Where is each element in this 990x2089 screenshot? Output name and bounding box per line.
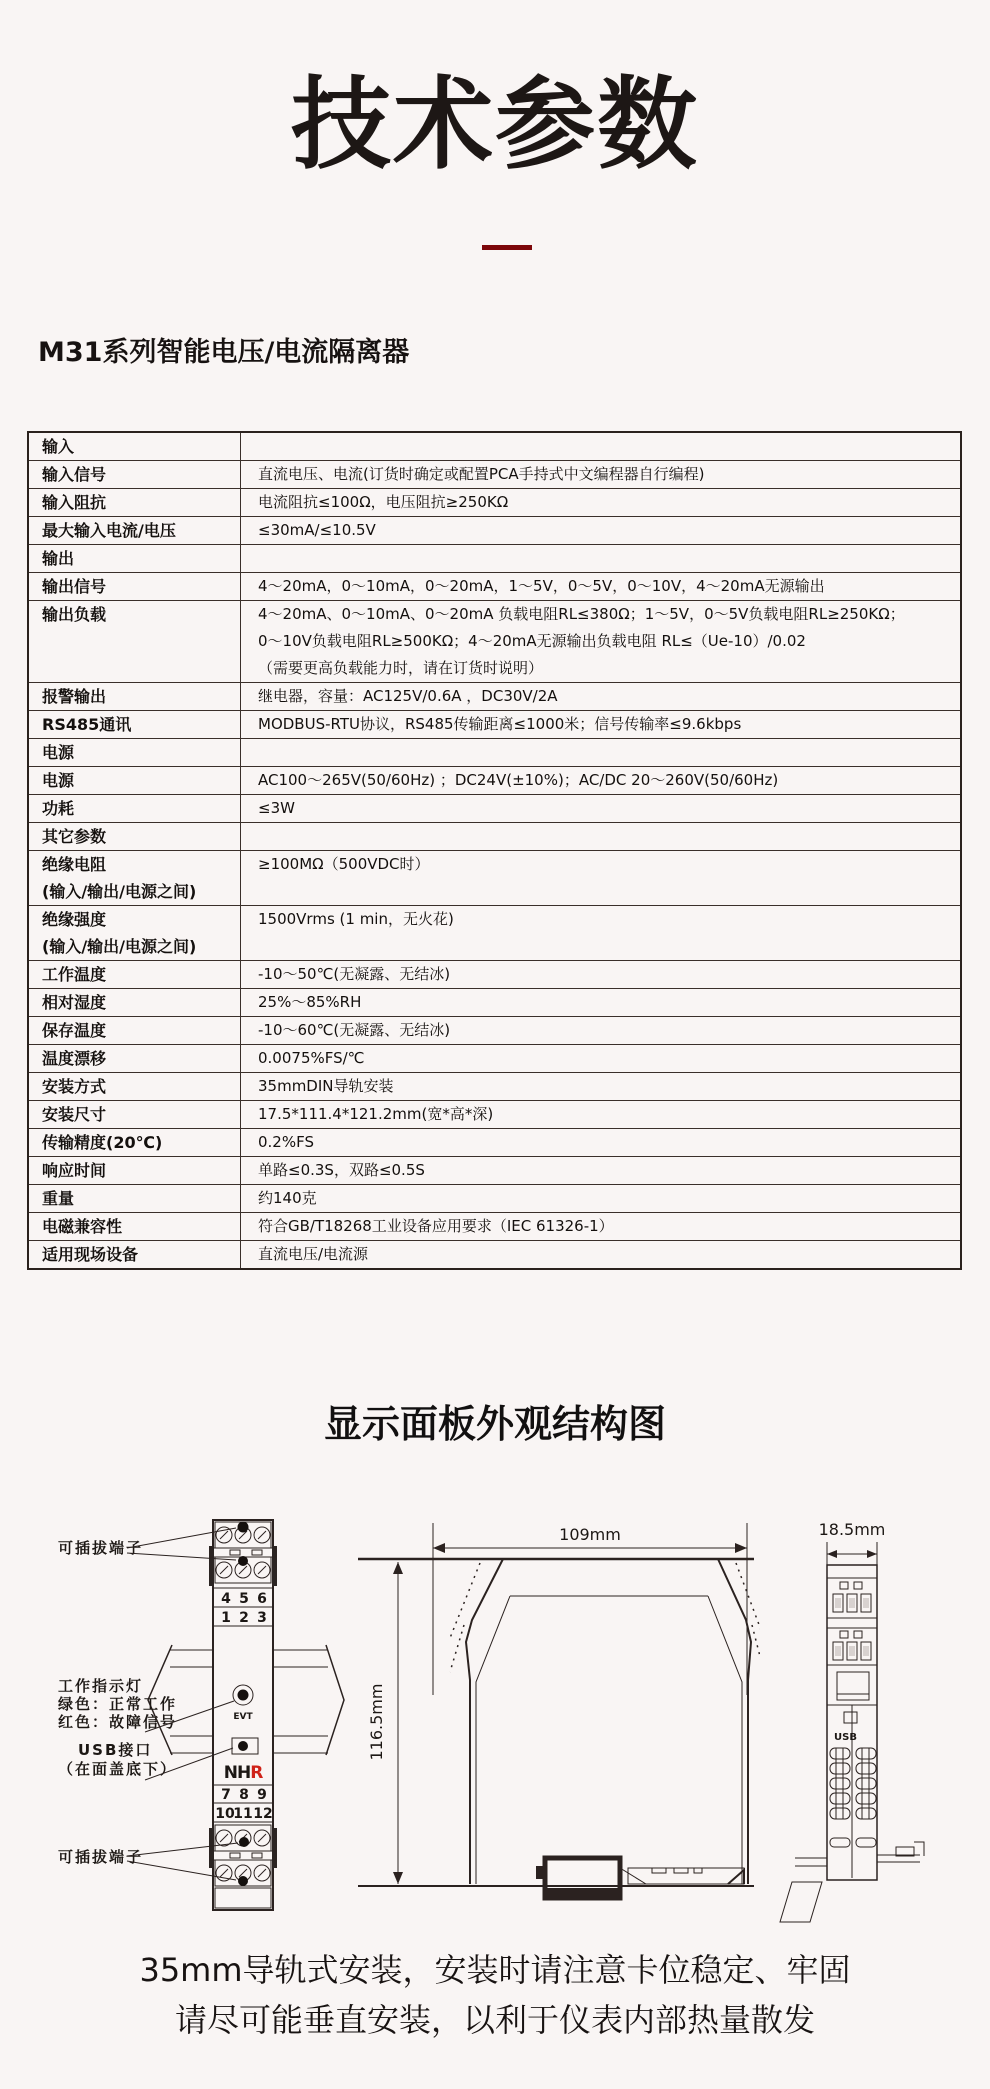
spec-row: [29, 1156, 960, 1184]
spec-label: 电源: [29, 739, 241, 766]
spec-value: 25%～85%RH: [258, 993, 362, 1011]
spec-value: [241, 823, 960, 850]
label-pluggable-terminal-bottom: 可插拔端子: [58, 1848, 144, 1866]
profile-view-diagram: [770, 1490, 990, 1930]
spec-label: 安装方式: [29, 1073, 241, 1100]
svg-text:2: 2: [239, 1610, 249, 1626]
terminal-numbers-top: [213, 1588, 273, 1626]
spec-value: 单路≤0.3S，双路≤0.5S: [258, 1161, 425, 1179]
svg-text:5: 5: [239, 1591, 249, 1607]
mounting-note-line1: 35mm导轨式安装，安装时请注意卡位稳定、牢固: [139, 1951, 851, 1989]
spec-row: [29, 682, 960, 710]
dimension-height: [367, 1562, 403, 1884]
spec-label: 电磁兼容性: [29, 1213, 241, 1240]
spec-row: [29, 822, 960, 850]
spec-label: RS485通讯: [29, 711, 241, 738]
vent-slots: [830, 1748, 876, 1819]
evt-indicator: [233, 1685, 253, 1722]
svg-text:10: 10: [215, 1806, 235, 1822]
side-view-diagram: [330, 1490, 760, 1930]
spec-row: [29, 433, 960, 460]
usb-port-profile: [844, 1712, 857, 1723]
dimension-depth: [819, 1520, 886, 1568]
page-title: 技术参数: [291, 66, 699, 183]
svg-text:116.5mm: 116.5mm: [367, 1683, 386, 1761]
svg-text:4: 4: [221, 1591, 231, 1607]
spec-table: [27, 431, 962, 1270]
spec-label: 输出负载: [29, 601, 241, 682]
spec-value: -10～60℃(无凝露、无结冰): [258, 1021, 451, 1039]
spec-row: [29, 1212, 960, 1240]
spec-label: 工作温度: [29, 961, 241, 988]
svg-text:6: 6: [257, 1591, 267, 1607]
svg-text:109mm: 109mm: [559, 1525, 621, 1544]
spec-value: 继电器，容量：AC125V/0.6A ，DC30V/2A: [258, 687, 558, 705]
spec-label: 输出: [29, 545, 241, 572]
spec-value: ≥100MΩ（500VDC时）: [258, 855, 430, 873]
usb-port: [232, 1738, 258, 1754]
spec-value: [241, 739, 960, 766]
spec-value: [241, 545, 960, 572]
spec-row: [29, 600, 960, 682]
spec-row: [29, 488, 960, 516]
spec-row: [29, 988, 960, 1016]
label-indicator-line3: 红色：故障信号: [58, 1713, 178, 1731]
spec-value: 直流电压、电流(订货时确定或配置PCA手持式中文编程器自行编程): [258, 465, 705, 483]
spec-label: 传输精度(20℃): [29, 1129, 241, 1156]
device-front-body: [209, 1520, 277, 1910]
svg-text:9: 9: [257, 1787, 267, 1803]
spec-label: 相对湿度: [29, 989, 241, 1016]
spec-row: [29, 794, 960, 822]
nhr-logo: NHR: [223, 1763, 263, 1783]
svg-text:3: 3: [257, 1610, 267, 1626]
spec-value: 4～20mA，0～10mA，0～20mA，1～5V，0～5V，0～10V，4～20mA无源输出: [258, 577, 825, 595]
spec-row: [29, 960, 960, 988]
label-indicator-line1: 工作指示灯: [58, 1677, 144, 1695]
spec-row: [29, 1044, 960, 1072]
svg-text:7: 7: [221, 1787, 231, 1803]
spec-row: [29, 544, 960, 572]
svg-text:18.5mm: 18.5mm: [818, 1520, 886, 1539]
device-profile-body: [827, 1565, 877, 1880]
spec-value: MODBUS-RTU协议，RS485传输距离≤1000米；信号传输率≤9.6kbps: [258, 715, 742, 733]
spec-row: [29, 1072, 960, 1100]
spec-label: 输出信号: [29, 573, 241, 600]
spec-label: 电源: [29, 767, 241, 794]
svg-text:USB: USB: [834, 1732, 857, 1743]
spec-row: [29, 1016, 960, 1044]
spec-row: [29, 460, 960, 488]
spec-label: 温度漂移: [29, 1045, 241, 1072]
spec-label: 最大输入电流/电压: [29, 517, 241, 544]
label-usb-line2: （在面盖底下）: [58, 1760, 178, 1778]
mounting-note: [0, 1945, 990, 2045]
section-title-structure: 显示面板外观结构图: [323, 1402, 666, 1446]
spec-row: [29, 572, 960, 600]
spec-label: 响应时间: [29, 1157, 241, 1184]
spec-label: 重量: [29, 1185, 241, 1212]
spec-label: 保存温度: [29, 1017, 241, 1044]
product-series-subtitle: M31系列智能电压/电流隔离器: [38, 337, 410, 368]
spec-label: 输入信号: [29, 461, 241, 488]
spec-value: 0.0075%FS/℃: [258, 1049, 365, 1067]
spec-label: 安装尺寸: [29, 1101, 241, 1128]
spec-value: 1500Vrms (1 min，无火花): [258, 910, 454, 928]
svg-text:EVT: EVT: [233, 1712, 253, 1722]
spec-label: 功耗: [29, 795, 241, 822]
spec-row: [29, 1184, 960, 1212]
dimension-width: [433, 1523, 747, 1695]
spec-row: [29, 766, 960, 794]
din-clip: [536, 1858, 744, 1898]
spec-label: 适用现场设备: [29, 1241, 241, 1268]
svg-text:11: 11: [233, 1806, 253, 1822]
spec-row: [29, 738, 960, 766]
spec-row: [29, 1128, 960, 1156]
label-indicator-line2: 绿色：正常工作: [58, 1695, 178, 1713]
spec-value: 符合GB/T18268工业设备应用要求（IEC 61326-1）: [258, 1217, 614, 1235]
spec-value: -10～50℃(无凝露、无结冰): [258, 965, 451, 983]
spec-value: 4～20mA、0～10mA、0～20mA 负载电阻RL≤380Ω；1～5V，0～5V负载电阻RL≥250KΩ； 0～10V负载电阻RL≥500KΩ；4～20mA无源输出负载电阻 RL≤（Ue-10）/0.02 （需要更高负载能力时，请在订货时说明）: [258, 605, 905, 677]
svg-text:1: 1: [221, 1610, 231, 1626]
spec-label: 绝缘强度 (输入/输出/电源之间): [29, 906, 241, 960]
spec-value: 17.5*111.4*121.2mm(宽*高*深): [258, 1105, 494, 1123]
spec-label: 输入阻抗: [29, 489, 241, 516]
title-divider: [482, 245, 532, 250]
svg-text:12: 12: [253, 1806, 273, 1822]
terminal-numbers-bottom: [213, 1785, 273, 1822]
spec-value: 35mmDIN导轨安装: [258, 1077, 394, 1095]
spec-value: AC100～265V(50/60Hz) ；DC24V(±10%)；AC/DC 20～260V(50/60Hz): [258, 771, 779, 789]
spec-row: [29, 1240, 960, 1268]
front-view-diagram: [30, 1490, 345, 1930]
spec-row: [29, 1100, 960, 1128]
label-pluggable-terminal-top: 可插拔端子: [58, 1539, 144, 1557]
device-side-body: [358, 1559, 760, 1886]
spec-row: [29, 710, 960, 738]
spec-row: [29, 905, 960, 960]
spec-label: 绝缘电阻 (输入/输出/电源之间): [29, 851, 241, 905]
spec-row: [29, 850, 960, 905]
label-usb-line1: USB接口: [78, 1741, 153, 1759]
spec-value: 电流阻抗≤100Ω，电压阻抗≥250KΩ: [258, 493, 509, 511]
spec-label: 其它参数: [29, 823, 241, 850]
spec-value: 直流电压/电流源: [258, 1245, 369, 1263]
spec-label: 报警输出: [29, 683, 241, 710]
spec-value: 约140克: [258, 1189, 317, 1207]
spec-row: [29, 516, 960, 544]
svg-text:8: 8: [239, 1787, 249, 1803]
spec-value: 0.2%FS: [258, 1133, 314, 1151]
mounting-note-line2: 请尽可能垂直安装，以利于仪表内部热量散发: [174, 2001, 815, 2039]
spec-value: ≤30mA/≤10.5V: [258, 521, 376, 539]
spec-value: [241, 433, 960, 460]
terminal-block-bottom: [209, 1825, 277, 1908]
spec-value: ≤3W: [258, 799, 295, 817]
spec-label: 输入: [29, 433, 241, 460]
